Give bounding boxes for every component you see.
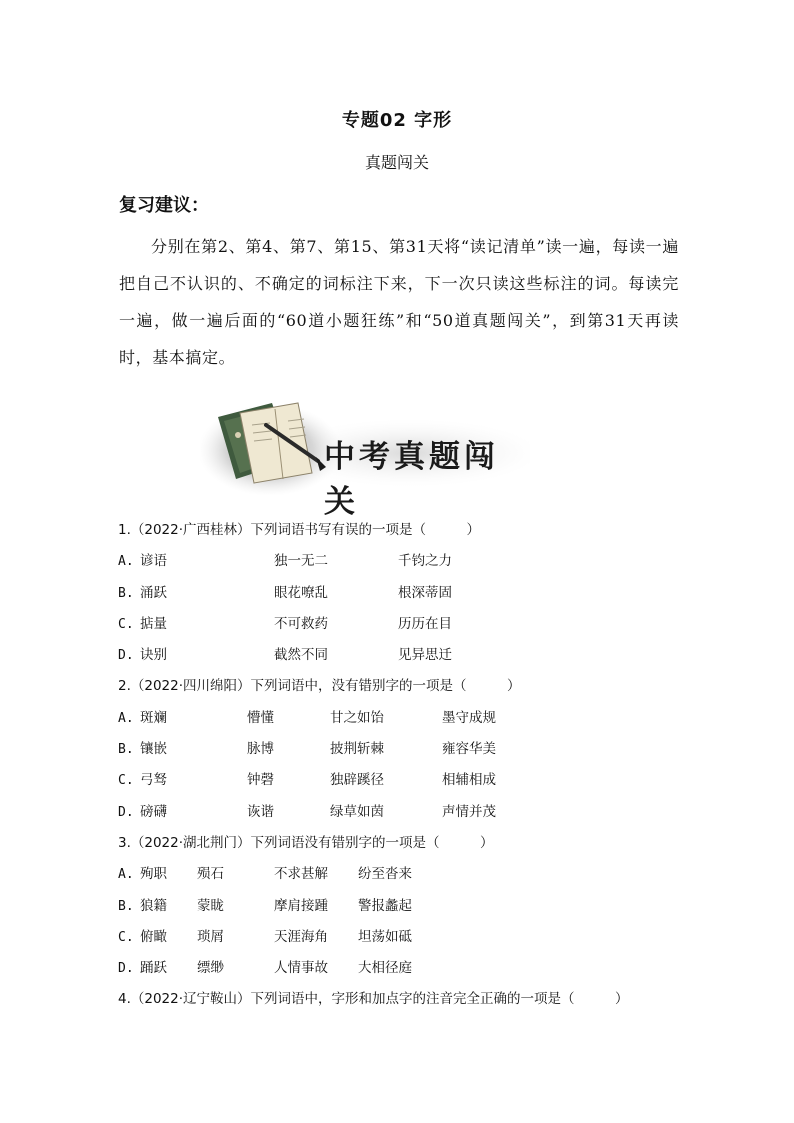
option-row [118, 922, 718, 953]
option-row [118, 546, 718, 577]
option-letter: D. [118, 961, 134, 977]
option-word: 独辟蹊径 [330, 772, 384, 789]
option-letter: B. [118, 898, 134, 914]
option-word: 俯瞰 [140, 928, 167, 945]
question-stem: 1.（2022·广西桂林）下列词语书写有误的一项是（ ） [118, 522, 481, 538]
option-word: 坦荡如砥 [358, 928, 412, 945]
option-word: 千钧之力 [398, 553, 452, 570]
question-stem: 3.（2022·湖北荆门）下列词语没有错别字的一项是（ ） [118, 834, 494, 851]
option-word: 狼籍 [140, 897, 167, 914]
option-row [118, 953, 718, 984]
option-word: 诀别 [140, 647, 167, 664]
option-letter: C. [118, 929, 134, 945]
option-word: 不可救药 [274, 615, 328, 632]
option-letter: C. [118, 773, 134, 789]
question-stem: 2.（2022·四川绵阳）下列词语中，没有错别字的一项是（ ） [118, 678, 521, 695]
question-stem: 4.（2022·辽宁鞍山）下列词语中，字形和加点字的注音完全正确的一项是（ ） [118, 991, 629, 1008]
option-word: 弓驽 [140, 772, 167, 789]
banner-title: 中考真题闯关 [324, 439, 499, 520]
option-row [118, 703, 718, 734]
option-word: 绿草如茵 [330, 803, 384, 820]
option-word: 眼花嘹乱 [274, 584, 328, 601]
option-word: 踊跃 [140, 960, 167, 977]
option-word: 掂量 [140, 615, 167, 632]
option-word: 殒石 [197, 866, 224, 883]
page-subtitle: 真题闯关 [364, 153, 429, 172]
option-row [118, 797, 718, 828]
option-row [118, 578, 718, 609]
option-word: 独一无二 [274, 553, 328, 570]
option-word: 雍容华美 [442, 741, 496, 758]
option-word: 钟磬 [247, 772, 274, 789]
option-word: 涌跃 [140, 584, 167, 601]
option-word: 警报蠡起 [358, 897, 412, 914]
option-word: 纷至沓来 [358, 866, 412, 883]
option-row [118, 859, 718, 890]
option-letter: B. [118, 742, 134, 758]
option-word: 镶嵌 [140, 741, 167, 758]
option-letter: B. [118, 585, 134, 601]
advice-heading: 复习建议： [119, 195, 209, 216]
option-word: 蒙眬 [197, 897, 224, 914]
option-letter: D. [118, 648, 134, 664]
option-word: 披荆斩棘 [330, 741, 384, 758]
page-title: 专题02 字形 [341, 110, 453, 131]
section-banner [200, 395, 530, 520]
option-word: 缥缈 [197, 960, 224, 977]
option-letter: A. [118, 710, 134, 726]
option-word: 懵懂 [247, 709, 274, 726]
option-word: 人情事故 [274, 960, 328, 977]
option-row [118, 765, 718, 796]
option-row [118, 609, 718, 640]
option-word: 脉博 [247, 741, 274, 758]
option-row [118, 640, 718, 671]
option-word: 历历在目 [398, 615, 452, 632]
option-word: 天涯海角 [274, 928, 328, 945]
option-row [118, 891, 718, 922]
option-word: 见异思迁 [398, 647, 452, 664]
option-word: 殉职 [140, 866, 167, 883]
option-word: 不求甚解 [274, 866, 328, 883]
option-word: 诙谐 [247, 803, 274, 820]
option-letter: A. [118, 554, 134, 570]
option-word: 摩肩接踵 [274, 897, 328, 914]
advice-body: 分别在第2、第4、第7、第15、第31天将“读记清单”读一遍，每读一遍把自己不认识的、不确定的词标注下来，下一次只读这些标注的词。每读完一遍，做一遍后面的“60道小题狂练”和“50道真题闯关”，到第31天再读时，基本搞定。 [119, 237, 679, 367]
option-word: 甘之如饴 [330, 709, 384, 726]
option-letter: C. [118, 616, 134, 632]
option-word: 磅礴 [140, 803, 167, 820]
option-letter: D. [118, 804, 134, 820]
option-word: 截然不同 [274, 647, 328, 664]
option-word: 琐屑 [197, 928, 224, 945]
option-word: 斑斓 [140, 709, 167, 726]
questions-list [118, 515, 718, 1016]
option-word: 谚语 [140, 553, 167, 570]
option-word: 根深蒂固 [398, 584, 452, 601]
option-letter: A. [118, 867, 134, 883]
option-word: 相辅相成 [442, 772, 496, 789]
option-row [118, 734, 718, 765]
option-word: 大相径庭 [358, 960, 412, 977]
option-word: 墨守成规 [442, 709, 496, 726]
option-word: 声情并茂 [442, 803, 496, 820]
